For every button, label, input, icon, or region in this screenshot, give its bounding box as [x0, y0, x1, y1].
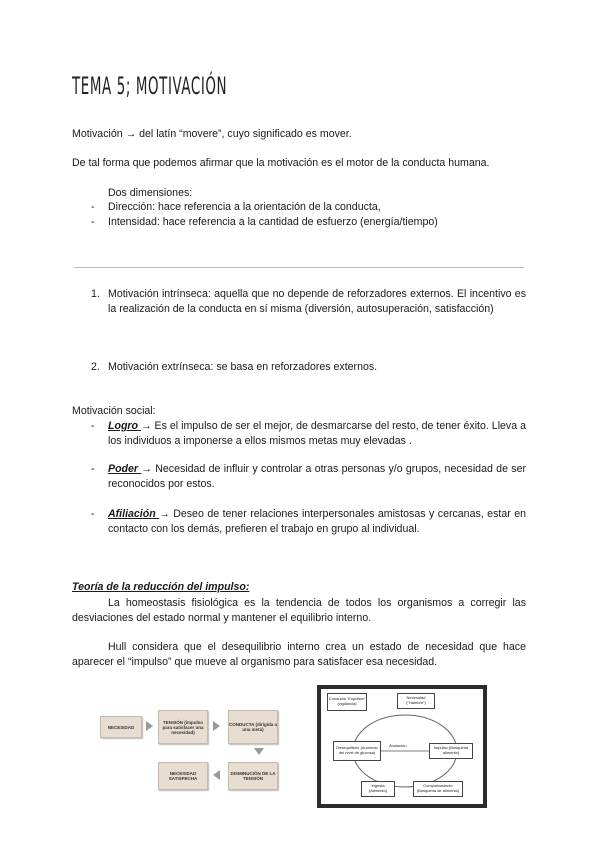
social-heading: Motivación social:: [72, 405, 156, 417]
arrow-left-icon: [213, 770, 220, 780]
bullet-dash: -: [91, 508, 95, 520]
bullet-dash: -: [91, 216, 95, 228]
social-item-text: → Es el impulso de ser el mejor, de desmarcarse del resto, de tener éxito. Lleva a los individuos a imponerse a ellos mismos metas muy elevadas .: [108, 420, 526, 447]
node-necesidad: Necesidad (“Hambre”): [397, 693, 435, 709]
arrow-down-icon: [254, 748, 264, 755]
theory-para-2: Hull considera que el desequilibrio interno crea un estado de necesidad que hace aparecer el “impulso” que mueve al organismo para satisfacer esa necesidad.: [72, 641, 526, 668]
box-satisfecha: NECESIDAD SATISFECHA: [158, 762, 208, 790]
social-item-text: → Necesidad de influir y controlar a otras personas y/o grupos, necesidad de ser reconocidos por estos.: [108, 463, 526, 490]
numbered-2-text: Motivación extrínseca: se basa en reforzadores externos.: [108, 361, 378, 373]
node-comportamiento: Comportamiento (Búsqueda de alimento): [413, 781, 463, 797]
drive-reduction-diagram: [98, 700, 298, 800]
node-impulso: Impulso (Búsqueda alimento): [429, 743, 473, 759]
page-title: TEMA 5; MOTIVACIÓN: [72, 72, 228, 100]
term-afiliacion: Afiliación: [108, 508, 160, 520]
box-disminucion: DISMINUCIÓN DE LA TENSIÓN: [228, 762, 278, 790]
social-item-poder: [108, 462, 526, 492]
term-poder: Poder: [108, 463, 142, 475]
social-item-afiliacion: [108, 507, 526, 537]
numbered-2-num: 2.: [91, 361, 100, 373]
box-tension: TENSIÓN (impulso para satisfacer una necesidad): [158, 710, 208, 744]
numbered-1-num: 1.: [91, 288, 100, 300]
social-item-logro: [108, 419, 526, 449]
arrow-right-icon: [146, 721, 153, 731]
intro-line-2: De tal forma que podemos afirmar que la motivación es el motor de la conducta humana.: [72, 157, 490, 169]
bullet-dash: -: [91, 463, 95, 475]
theory-heading: Teoría de la reducción del impulso:: [72, 581, 250, 593]
intro-line-1: Motivación → del latín “movere”, cuyo significado es mover.: [72, 128, 352, 140]
box-necesidad: NECESIDAD: [100, 716, 142, 738]
dimensions-list: [0, 200, 600, 230]
dimensions-heading: Dos dimensiones:: [108, 187, 193, 199]
list-item: [0, 200, 600, 215]
list-item: [0, 215, 600, 230]
label-anulacion: Anulación: [389, 743, 407, 748]
numbered-1-text: Motivación intrínseca: aquella que no depende de reforzadores externos. El incentivo es la realización de la conducta en sí misma (diversión, autosuperación, satisfacción): [108, 288, 526, 315]
box-conducta: CONDUCTA (dirigida a una meta): [228, 710, 278, 744]
dimension-intensity: Intensidad: hace referencia a la cantidad de esfuerzo (energía/tiempo): [108, 216, 438, 228]
node-desequilibrio: Desequilibrio (Aumento del nivel de glucosa): [333, 741, 381, 761]
theory-para-1: La homeostasis fisiológica es la tendencia de todos los organismos a corregir las desviaciones del estado normal y mantener el equilibrio interno.: [72, 597, 526, 624]
bullet-dash: -: [91, 420, 95, 432]
divider: [74, 267, 524, 268]
diagram-canvas: [321, 689, 483, 804]
node-ingesta: Ingesta (Alimento): [361, 781, 395, 797]
bullet-dash: -: [91, 201, 95, 213]
homeostasis-cycle-diagram: [317, 685, 487, 808]
node-conducta: Conducta “Expulsar” (vigilancia): [327, 693, 367, 711]
arrow-right-icon: [213, 721, 220, 731]
social-item-text: → Deseo de tener relaciones interpersonales amistosas y cercanas, estar en contacto con los demás, prefieren el trabajo en grupo al individual.: [108, 508, 526, 535]
dimension-direction: Dirección: hace referencia a la orientación de la conducta,: [108, 201, 381, 213]
term-logro: Logro: [108, 420, 141, 432]
